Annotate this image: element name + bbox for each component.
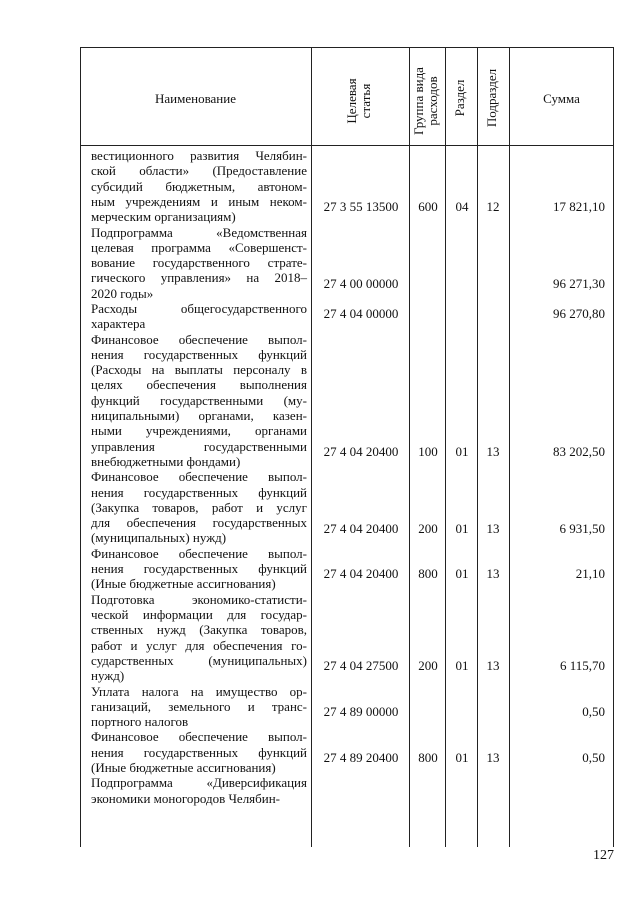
row-name-line: ным учреждениям и иным неком- <box>91 193 307 209</box>
row-name-line: вование государственного страте- <box>91 255 307 271</box>
row-name-line: ческой информации для государ- <box>91 606 307 622</box>
header-sum: Сумма <box>543 91 580 106</box>
row-name <box>91 332 307 470</box>
row-target-code: 27 4 04 00000 <box>323 306 399 322</box>
row-name-line: субсидий бюджетным, автоном- <box>91 178 307 194</box>
row-sum: 17 821,10 <box>553 199 605 215</box>
row-expense-group: 800 <box>418 566 438 582</box>
row-name-line: Подпрограмма «Диверсификация <box>91 775 307 791</box>
row-name-line: мерческим организациям) <box>91 209 236 225</box>
row-subsection: 13 <box>486 658 500 674</box>
row-name <box>91 469 307 545</box>
row-sum: 6 931,50 <box>559 520 605 536</box>
row-name-line: портного налогов <box>91 714 189 730</box>
row-sum: 96 270,80 <box>553 306 605 322</box>
header-section: Раздел <box>452 79 467 117</box>
row-target-code: 27 4 89 00000 <box>323 704 399 720</box>
row-target-code: 27 4 04 20400 <box>323 566 399 582</box>
row-name-line: работ и услуг для обеспечения го- <box>91 637 307 653</box>
row-section: 04 <box>455 199 469 215</box>
column-divider <box>613 47 614 847</box>
row-target-code: 27 3 55 13500 <box>323 199 399 215</box>
row-name-line: Уплата налога на имущество ор- <box>91 683 307 699</box>
row-target-code: 27 4 04 20400 <box>323 520 399 536</box>
row-name <box>91 301 307 332</box>
row-subsection: 13 <box>486 520 500 536</box>
row-expense-group: 200 <box>418 520 438 536</box>
row-name-line: нения государственных функций <box>91 744 307 760</box>
row-name-line: целевая программа «Совершенст- <box>91 239 307 255</box>
header-expense-group: Группа вида расходов <box>411 67 440 135</box>
row-subsection: 12 <box>486 199 500 215</box>
row-subsection: 13 <box>486 444 500 459</box>
row-name-line: Подготовка экономико-статисти- <box>91 591 307 607</box>
row-name <box>91 225 307 301</box>
row-sum: 0,50 <box>582 750 605 765</box>
row-name-line: 2020 годы» <box>91 285 154 301</box>
row-name-line: нужд) <box>91 668 125 684</box>
row-section: 01 <box>455 520 469 536</box>
row-name <box>91 148 307 224</box>
row-name-line: гического управления» на 2018– <box>91 270 307 286</box>
row-sum: 6 115,70 <box>559 658 605 674</box>
row-subsection: 13 <box>486 750 500 765</box>
row-name-line: Финансовое обеспечение выпол- <box>91 729 307 745</box>
row-name-line: вестиционного развития Челябин- <box>91 148 307 163</box>
row-name-line: ниципальными) органами, казен- <box>91 408 307 424</box>
row-name-line: Расходы общегосударственного <box>91 301 307 316</box>
header-target: Целевая статья <box>344 78 373 124</box>
row-name-line: ской области» (Предоставление <box>91 163 307 179</box>
row-sum: 96 271,30 <box>553 275 605 291</box>
row-target-code: 27 4 89 20400 <box>323 750 399 765</box>
row-name-line: ганизаций, земельного и транс- <box>91 698 307 714</box>
row-name <box>91 546 307 592</box>
row-sum: 83 202,50 <box>553 444 605 459</box>
page-number: 127 <box>593 848 614 863</box>
row-name-line: Финансовое обеспечение выпол- <box>91 545 307 561</box>
row-target-code: 27 4 04 27500 <box>323 658 399 674</box>
row-expense-group: 600 <box>418 199 438 215</box>
row-name <box>91 592 307 684</box>
header-subsection: Подраздел <box>484 68 499 128</box>
row-name <box>91 775 307 806</box>
row-name-line: нения государственных функций <box>91 484 307 500</box>
row-name-line: (Расходы на выплаты персоналу в <box>91 362 307 378</box>
row-name-line: (муниципальных) нужд) <box>91 530 227 546</box>
row-name-line: Финансовое обеспечение выпол- <box>91 469 307 485</box>
row-name-line: Финансовое обеспечение выпол- <box>91 331 307 347</box>
row-section: 01 <box>455 750 469 765</box>
row-sum: 21,10 <box>575 566 605 582</box>
row-name-line: функций государственными (му- <box>91 392 307 408</box>
row-section: 01 <box>455 658 469 674</box>
row-name <box>91 684 307 730</box>
row-name-line: внебюджетными фондами) <box>91 453 241 469</box>
row-target-code: 27 4 04 20400 <box>323 444 399 459</box>
row-subsection: 13 <box>486 566 500 582</box>
row-expense-group: 200 <box>418 658 438 674</box>
row-name <box>91 729 307 775</box>
row-name-line: (Иные бюджетные ассигнования) <box>91 759 276 775</box>
row-sum: 0,50 <box>582 704 605 720</box>
row-name-line: для обеспечения государственных <box>91 515 307 531</box>
row-section: 01 <box>455 444 469 459</box>
row-name-line: характера <box>91 316 146 332</box>
row-name-line: целях обеспечения выполнения <box>91 377 307 393</box>
row-target-code: 27 4 00 00000 <box>323 275 399 291</box>
row-name-line: нения государственных функций <box>91 561 307 577</box>
row-name-line: экономики моногородов Челябин- <box>91 790 281 806</box>
row-section: 01 <box>455 566 469 582</box>
row-name-line: сударственных (муниципальных) <box>91 652 307 668</box>
row-name-line: (Закупка товаров, работ и услуг <box>91 499 307 515</box>
row-name-line: ными учреждениями, органами <box>91 423 307 439</box>
row-expense-group: 800 <box>418 750 438 765</box>
row-name-line: Подпрограмма «Ведомственная <box>91 224 307 240</box>
row-name-line: ственных нужд (Закупка товаров, <box>91 622 307 638</box>
row-name-line: нения государственных функций <box>91 346 307 362</box>
row-name-line: управления государственными <box>91 438 307 454</box>
row-expense-group: 100 <box>418 444 438 459</box>
header-name: Наименование <box>155 91 236 106</box>
row-name-line: (Иные бюджетные ассигнования) <box>91 576 276 592</box>
